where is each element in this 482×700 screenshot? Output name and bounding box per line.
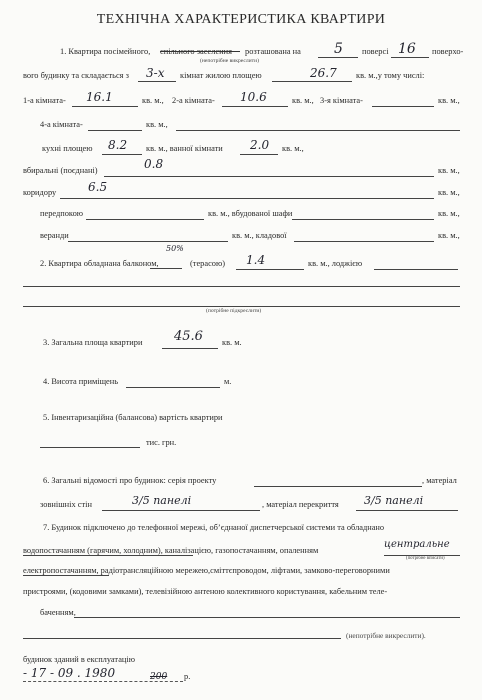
s1-label-d: поверсі [362,47,389,56]
rooms-line [138,81,176,82]
pantry-unit: кв. м., [438,231,460,240]
s1-strike [160,51,240,52]
s7-line-b: водопостачанням (гарячим, холодним), каналізацією, газопостачанням, опаленням [23,546,319,555]
veranda-line [68,241,228,242]
rooms-value: 3-х [146,66,165,80]
s3-label-a: 3. Загальна площа квартири [43,338,143,347]
room3-line [372,106,434,107]
kitchen-value: 8.2 [108,138,128,152]
s5-label-b: тис. грн. [146,438,177,447]
balcony-value: 1.4 [246,253,266,267]
room2-value: 10.6 [240,90,267,104]
built-crossed-prefix: 200 [150,672,168,682]
balcony-share: 50% [166,244,184,253]
hall-label: передпокою [40,209,84,218]
floor-line [318,57,358,58]
s7-blank-1 [74,617,460,618]
balcony-line [236,269,304,270]
room2-unit: кв. м., [292,96,314,105]
room4-rest-line [176,130,460,131]
s1-note: (непотрібне викреслити) [200,58,259,64]
room1-label: 1-а кімната- [23,96,66,105]
walls-line [102,510,260,511]
total-area-line [162,348,218,349]
floors-value: 16 [398,41,416,57]
form-title: ТЕХНІЧНА ХАРАКТЕРИСТИКА КВАРТИРИ [96,12,386,27]
room4-line [88,130,142,131]
loggia-line [374,269,458,270]
room1-line [72,106,138,107]
s1-label-e: поверхо- [432,47,464,56]
s1-label-c: розташована на [245,47,301,56]
s2-label-b: (терасою) [190,259,226,268]
builtin-unit: кв. м., [438,209,460,218]
kitchen-line [102,154,142,155]
wc-unit: кв. м., [438,166,460,175]
s3-label-b: кв. м. [222,338,242,347]
s5-label-a: 5. Інвентаризаційна (балансова) вартість квартири [43,413,223,422]
wc-line [104,176,434,177]
s4-label-b: м. [224,377,232,386]
s1-label-a: 1. Квартира посімейного, [60,47,151,56]
heating-value: центральне [384,539,450,550]
wc-label: вбиральні (поєднані) [23,166,98,175]
series-line [254,486,422,487]
balcony-underline [150,268,182,269]
wc-value: 0.8 [144,157,164,171]
s7-line-e: баченням, [40,608,76,617]
s7-line-d: пристроями, (кодовими замками), телевізійною антеною колективного користування, кабельним теле- [23,587,388,596]
s6-label-d: , матеріал перекриття [262,500,339,509]
s1-label-f: вого будинку та складається з [23,71,129,80]
s1-label-b: спільного заселення [160,47,232,56]
s4-label-a: 4. Висота приміщень [43,377,119,386]
floor-value: 5 [334,41,343,57]
room4-label: 4-а кімната- [40,120,83,129]
room1-unit: кв. м., [142,96,164,105]
living-value: 26.7 [310,66,337,80]
bath-value: 2.0 [250,138,270,152]
heating-note: (потрібне вписати) [406,556,445,561]
s2-label-c: кв. м., лоджією [308,259,363,268]
s2-extra-line-1 [23,286,460,287]
height-line [126,387,220,388]
s6-label-b: , матеріал [422,476,457,485]
built-date: - 17 - 09 . 1980 [23,666,116,680]
hall-line [86,219,204,220]
s7-underline-b [23,555,193,556]
room1-value: 16.1 [86,90,113,104]
s1-label-g: кімнат жилою площею [180,71,262,80]
corr-value: 6.5 [88,180,108,194]
room3-unit: кв. м., [438,96,460,105]
pantry-label: кв. м., кладової [232,231,287,240]
bath-line [240,154,278,155]
corr-line [60,198,434,199]
built-year-suffix: р. [184,672,191,681]
floors-line [391,57,429,58]
s1-label-h: кв. м.,у тому числі: [356,71,425,80]
room2-line [222,106,288,107]
s7-underline-c [23,575,109,576]
kitchen-label: кухні площею [42,144,93,153]
room2-label: 2-а кімната- [172,96,215,105]
built-label: будинок зданий в експлуатацію [23,655,135,664]
s2-label-a: 2. Квартира обладнана балконом, [40,259,159,268]
s7-line-a: 7. Будинок підключено до телефонної мережі, об’єднаної диспетчерської системи та обладнано [43,523,385,532]
builtin-label: кв. м., вбудованої шафи [208,209,293,218]
room4-unit: кв. м., [146,120,168,129]
corr-label: коридору [23,188,57,197]
s6-label-a: 6. Загальні відомості про будинок: серія проекту [43,476,217,485]
room3-label: 3-я кімната- [320,96,363,105]
veranda-label: веранди [40,231,69,240]
value-line [40,447,140,448]
s7-line-c: електропостачанням, радіотрансляційною мережею,сміттєпроводом, ліфтами, замково-переговорними [23,566,390,575]
builtin-line [292,219,434,220]
total-area-value: 45.6 [174,329,203,344]
s6-label-c: зовнішніх стін [40,500,92,509]
walls-value: 3/5 панелі [132,494,192,507]
bath-unit: кв. м., [282,144,304,153]
floors-mat-line [356,510,458,511]
s2-extra-line-2 [23,306,460,307]
s7-note: (непотрібне викреслити). [346,631,426,640]
floors-mat-value: 3/5 панелі [364,494,424,507]
s2-note: (потрібне підкреслити) [206,308,262,314]
pantry-line [294,241,434,242]
s7-blank-2 [23,638,341,639]
living-line [272,81,352,82]
corr-unit: кв. м., [438,188,460,197]
bath-label: кв. м., ванної кімнати [146,144,223,153]
